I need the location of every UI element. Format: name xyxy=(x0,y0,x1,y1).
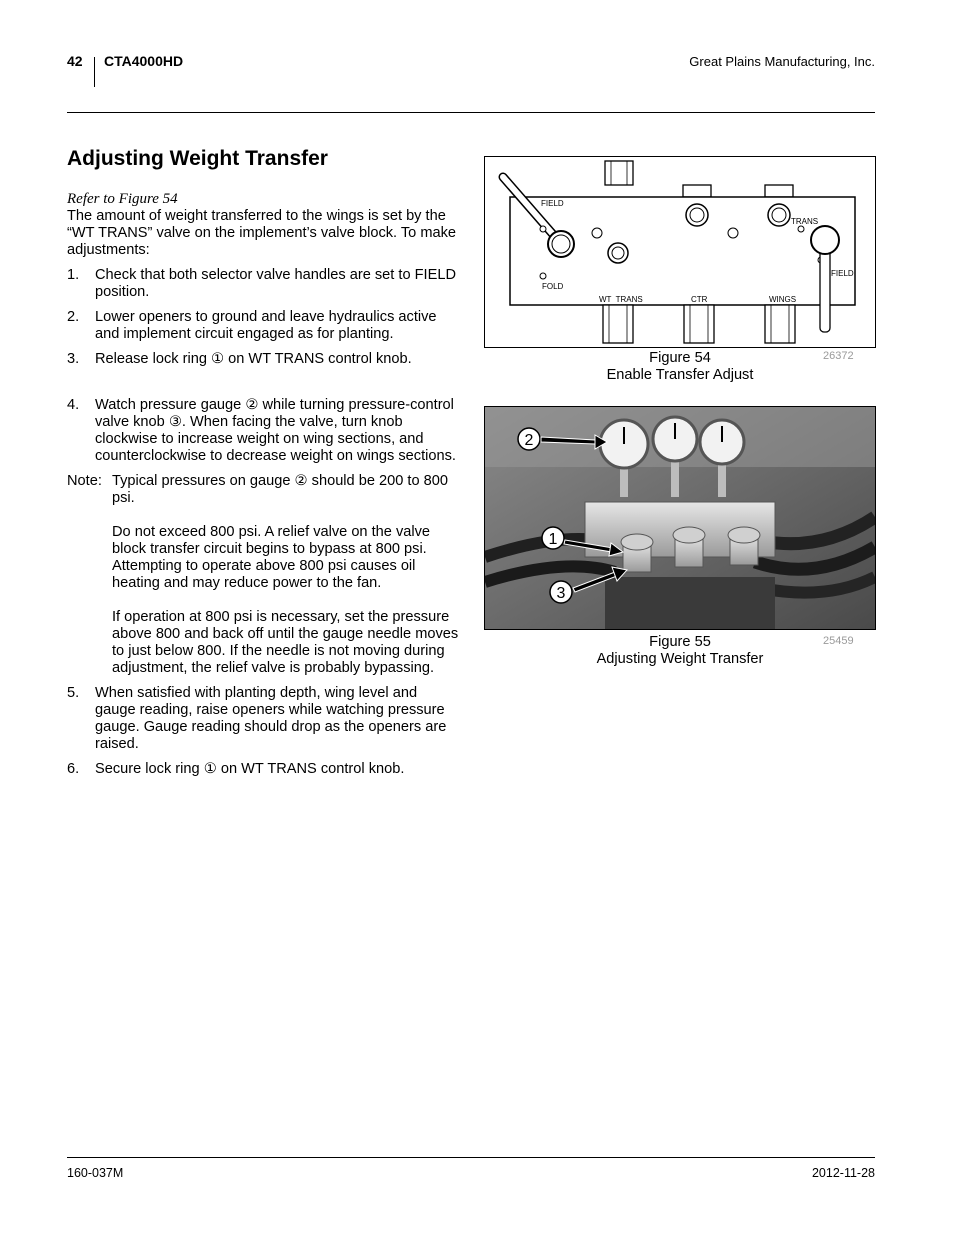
label-trans: TRANS xyxy=(791,217,819,226)
valve-block-line-drawing xyxy=(485,157,875,347)
step-1: 1. Check that both selector valve handles are set to FIELD position. xyxy=(67,267,456,300)
label-wings: WINGS xyxy=(769,295,797,304)
label-ctr: CTR xyxy=(691,295,708,304)
figure-55-id: 25459 xyxy=(823,635,854,647)
label-field-right: FIELD xyxy=(831,269,854,278)
page-number: 42 xyxy=(67,53,83,69)
note-paragraph-2: Do not exceed 800 psi. A relief valve on the valve block transfer circuit begins to bypass at 800 psi. Attempting to operate above 800 psi causes oil heating and may reduce power to the fan. xyxy=(112,524,431,591)
step-4: 4. Watch pressure gauge ② while turning pressure-control valve knob ③. When facing the valve, turn knob clockwise to increase weight on wing sections, and counterclockwise to decrease weight on wings sections. xyxy=(67,397,456,464)
footer-rule xyxy=(67,1157,875,1158)
callout-1-label: 1 xyxy=(548,531,558,548)
figure-54-title: Enable Transfer Adjust xyxy=(606,367,754,383)
step-5: 5. When satisfied with planting depth, wing level and gauge reading, raise openers while watching pressure gauge. Gauge reading should drop as the openers are raised. xyxy=(67,685,447,752)
figure-55-photo xyxy=(484,406,876,630)
figure-55-label: Figure 55 xyxy=(649,634,711,650)
label-fold: FOLD xyxy=(542,282,564,291)
callout-3-label: 3 xyxy=(556,585,566,602)
figure-55-title: Adjusting Weight Transfer xyxy=(596,651,764,667)
note xyxy=(67,473,459,677)
label-wt-trans: WT TRANS xyxy=(599,295,643,304)
text-column-top xyxy=(67,191,459,368)
note-paragraph-1: Typical pressures on gauge ② should be 200 to 800 psi. xyxy=(112,473,448,506)
text-column-bottom xyxy=(67,397,459,778)
valve-gauge-photo xyxy=(485,407,875,629)
model-name: CTA4000HD xyxy=(104,53,184,69)
header-rule xyxy=(67,112,875,113)
figure-54-label: Figure 54 xyxy=(649,350,711,366)
note-label: Note: xyxy=(67,473,102,489)
doc-date: 2012-11-28 xyxy=(811,1166,875,1180)
step-6: 6. Secure lock ring ① on WT TRANS control knob. xyxy=(67,761,405,777)
callout-2-label: 2 xyxy=(524,432,534,449)
doc-number: 160-037M xyxy=(67,1166,124,1180)
figure-54-id: 26372 xyxy=(823,350,854,362)
label-field-top: FIELD xyxy=(541,199,564,208)
figure-54-caption xyxy=(484,350,876,384)
refer-figure: Refer to Figure 54 xyxy=(67,191,178,207)
intro-paragraph: The amount of weight transferred to the wings is set by the “WT TRANS” valve on the implement’s valve block. To make adjustments: xyxy=(67,208,457,258)
figure-55-caption xyxy=(484,634,876,668)
header-divider xyxy=(94,57,95,87)
note-paragraph-3: If operation at 800 psi is necessary, set the pressure above 800 and back off until the gauge needle moves to just below 800. If the needle is not moving during adjustment, the relief valve is probably bypassing. xyxy=(112,609,459,676)
figure-54-drawing xyxy=(484,156,876,348)
section-title: Adjusting Weight Transfer xyxy=(67,147,328,170)
step-3: 3. Release lock ring ① on WT TRANS control knob. xyxy=(67,351,412,367)
step-2: 2. Lower openers to ground and leave hydraulics active and implement circuit engaged as for planting. xyxy=(67,309,437,342)
company-name: Great Plains Manufacturing, Inc. xyxy=(689,54,875,69)
